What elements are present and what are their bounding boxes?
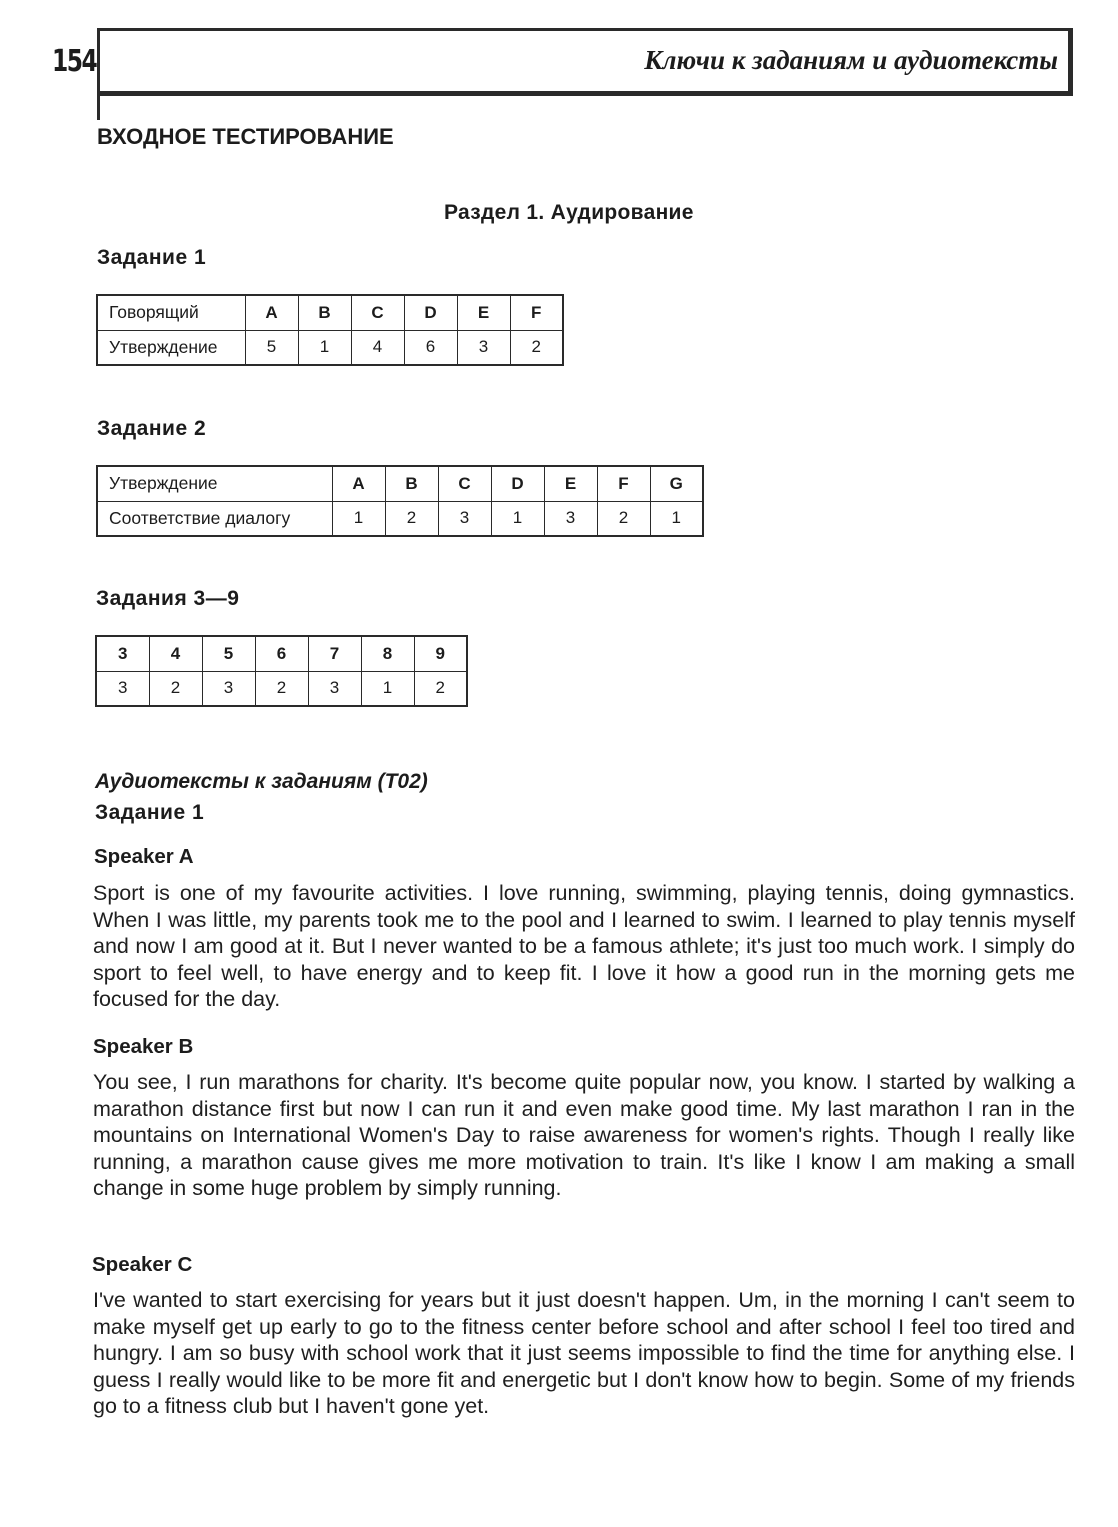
task1-key-cell: C xyxy=(351,295,404,330)
task1-answer-cell: 1 xyxy=(298,330,351,365)
task2-row-label: Соответствие диалогу xyxy=(97,501,332,536)
task2-title: Задание 2 xyxy=(97,417,207,440)
task3-9-table xyxy=(95,635,468,707)
task1-answer-cell: 6 xyxy=(404,330,457,365)
task1-answer-row xyxy=(97,330,563,365)
part-title: Раздел 1. Аудирование xyxy=(444,201,694,224)
speaker-b-text: You see, I run marathons for charity. It's become quite popular now, you know. I started by walking a marathon distance first but now I can run it and even make good time. My last marathon I ran in the mountains on International Women's Day to raise awareness for women's rights. Though I really like running, a marathon cause gives me more motivation to train. It's like I know I am making a small change in some huge problem by simply running. xyxy=(93,1070,1075,1201)
task3-9-key-cell: 3 xyxy=(96,636,149,671)
speaker-a-name: Speaker A xyxy=(94,845,194,868)
task2-answer-cell: 1 xyxy=(332,501,385,536)
task1-answer-cell: 4 xyxy=(351,330,404,365)
task1-title: Задание 1 xyxy=(97,246,207,269)
task2-table xyxy=(96,465,704,537)
task2-key-cell: B xyxy=(385,466,438,501)
task3-9-key-row xyxy=(96,636,467,671)
task2-answer-cell: 2 xyxy=(597,501,650,536)
task2-answer-cell: 1 xyxy=(491,501,544,536)
task1-key-cell: A xyxy=(245,295,298,330)
task2-row-label: Утверждение xyxy=(97,466,332,501)
task1-answer-cell: 5 xyxy=(245,330,298,365)
task3-9-key-cell: 5 xyxy=(202,636,255,671)
task1-key-row xyxy=(97,295,563,330)
task1-table xyxy=(96,294,564,366)
speaker-b-name: Speaker B xyxy=(93,1035,194,1058)
task3-9-answer-cell: 3 xyxy=(202,671,255,706)
header-divider-tick xyxy=(97,96,100,120)
task3-9-key-cell: 4 xyxy=(149,636,202,671)
task2-answer-cell: 3 xyxy=(438,501,491,536)
task1-row-label: Утверждение xyxy=(97,330,245,365)
task1-key-cell: B xyxy=(298,295,351,330)
audio-title: Аудиотексты к заданиям (Т02) xyxy=(95,770,428,793)
task1-key-cell: D xyxy=(404,295,457,330)
task1-answer-cell: 3 xyxy=(457,330,510,365)
task3-9-answer-cell: 2 xyxy=(414,671,467,706)
task3-9-answer-cell: 3 xyxy=(96,671,149,706)
speaker-c-text: I've wanted to start exercising for years but it just doesn't happen. Um, in the morning I can't seem to make myself get up early to go to the fitness center before school and after school I feel too tired and hungry. I am so busy with school work that it just seems impossible to find the time for anything else. I guess I really would like to be more fit and energetic but I don't know how to begin. Some of my friends go to a fitness club but I haven't gone yet. xyxy=(93,1288,1075,1419)
task2-key-cell: E xyxy=(544,466,597,501)
task2-key-cell: F xyxy=(597,466,650,501)
speaker-c-name: Speaker C xyxy=(92,1253,193,1276)
task2-key-cell: A xyxy=(332,466,385,501)
header-box xyxy=(97,28,1073,96)
task2-answer-cell: 1 xyxy=(650,501,703,536)
task1-row-label: Говорящий xyxy=(97,295,245,330)
task3-9-title: Задания 3—9 xyxy=(96,587,240,610)
speaker-a-text: Sport is one of my favourite activities. I love running, swimming, playing tennis, doing gymnastics. When I was little, my parents took me to the pool and I learned to swim. I learned to play tennis myself and now I am good at it. But I never wanted to be a famous athlete; it's just too much work. I simply do sport to feel well, to have energy and to keep fit. I love it how a good run in the morning gets me focused for the day. xyxy=(93,881,1075,1012)
task3-9-key-cell: 6 xyxy=(255,636,308,671)
task3-9-answer-row xyxy=(96,671,467,706)
task2-answer-cell: 3 xyxy=(544,501,597,536)
task2-key-cell: G xyxy=(650,466,703,501)
task1-key-cell: E xyxy=(457,295,510,330)
running-title: Ключи к заданиям и аудиотексты xyxy=(644,45,1058,75)
audio-task-title: Задание 1 xyxy=(95,801,205,824)
task1-key-cell: F xyxy=(510,295,563,330)
task3-9-answer-cell: 3 xyxy=(308,671,361,706)
task2-key-cell: D xyxy=(491,466,544,501)
page-number: 154 xyxy=(52,44,97,79)
task2-key-row xyxy=(97,466,703,501)
task3-9-answer-cell: 2 xyxy=(255,671,308,706)
task3-9-key-cell: 9 xyxy=(414,636,467,671)
section-title: ВХОДНОЕ ТЕСТИРОВАНИЕ xyxy=(97,124,394,149)
task2-answer-row xyxy=(97,501,703,536)
task2-key-cell: C xyxy=(438,466,491,501)
task3-9-answer-cell: 2 xyxy=(149,671,202,706)
task2-answer-cell: 2 xyxy=(385,501,438,536)
task1-answer-cell: 2 xyxy=(510,330,563,365)
task3-9-key-cell: 7 xyxy=(308,636,361,671)
task3-9-key-cell: 8 xyxy=(361,636,414,671)
task3-9-answer-cell: 1 xyxy=(361,671,414,706)
